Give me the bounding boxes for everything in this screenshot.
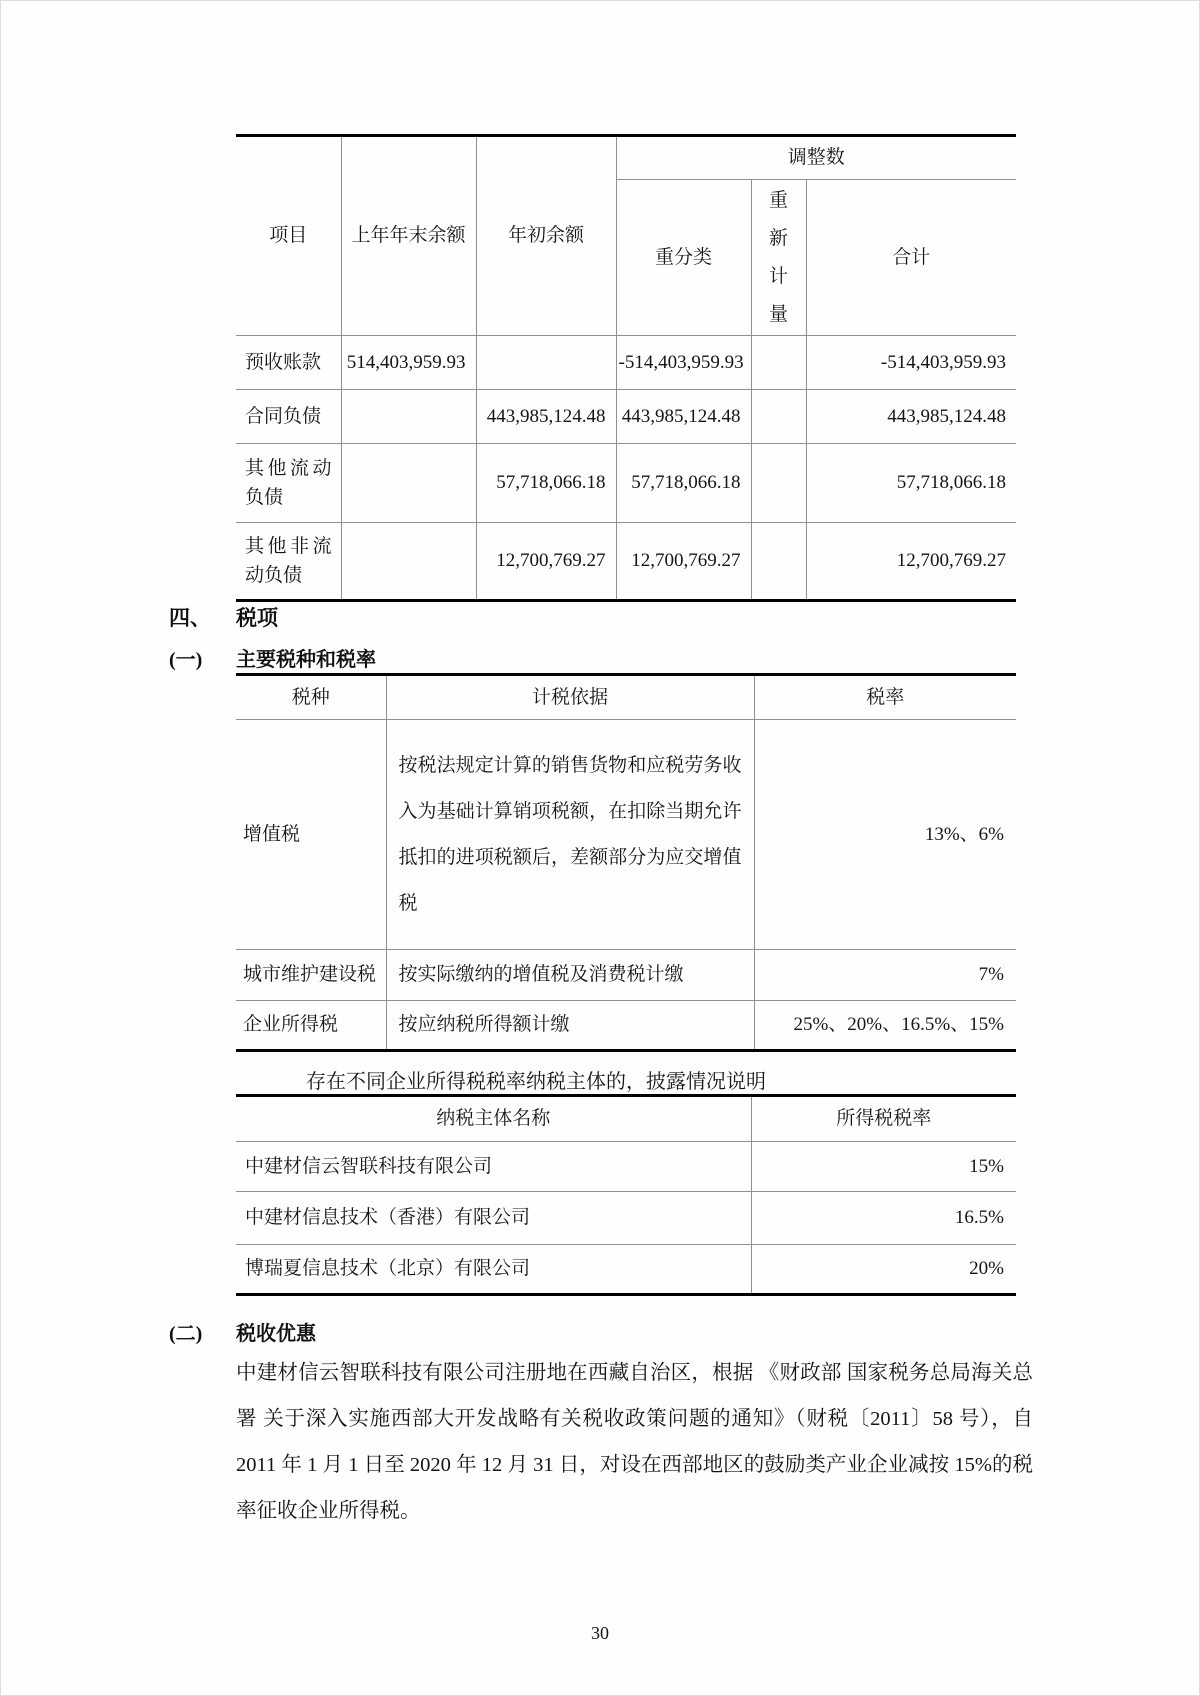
cell-total: 443,985,124.48 <box>806 390 1016 444</box>
cell-tax-type: 城市维护建设税 <box>236 950 386 1001</box>
cell-tax-rate: 7% <box>754 950 1016 1001</box>
cell-begin: 12,700,769.27 <box>476 523 616 601</box>
tax-types-table <box>236 673 1016 1052</box>
header-tax-basis: 计税依据 <box>386 675 754 720</box>
subsection-number: (一) <box>169 649 203 671</box>
cell-reclass: 12,700,769.27 <box>616 523 751 601</box>
header-tax-type: 税种 <box>291 686 330 708</box>
table-row <box>236 720 1016 950</box>
subsection-heading-tax-benefit <box>169 1317 316 1346</box>
table-row <box>236 1001 1016 1051</box>
cell-begin: 443,985,124.48 <box>476 390 616 444</box>
cell-tax-rate: 13%、6% <box>754 720 1016 950</box>
cell-entity-name: 中建材信云智联科技有限公司 <box>236 1142 751 1192</box>
cell-prior: 514,403,959.93 <box>341 336 476 390</box>
cell-reclass: 443,985,124.48 <box>616 390 751 444</box>
table-row <box>236 523 1016 601</box>
cell-tax-type: 企业所得税 <box>236 1001 386 1051</box>
cell-begin: 57,718,066.18 <box>476 444 616 523</box>
header-reclass: 重分类 <box>616 180 751 336</box>
cell-total: 12,700,769.27 <box>806 523 1016 601</box>
cell-remeasure <box>751 444 806 523</box>
cell-total: -514,403,959.93 <box>806 336 1016 390</box>
cell-prior <box>341 523 476 601</box>
cell-item: 其他流动负债 <box>236 444 341 523</box>
cell-tax-basis: 按税法规定计算的销售货物和应税劳务收入为基础计算销项税额，在扣除当期允许抵扣的进项税额后，差额部分为应交增值税 <box>386 720 754 950</box>
entity-rate-table <box>236 1094 1016 1296</box>
cell-remeasure <box>751 523 806 601</box>
subsection-number: (二) <box>169 1323 203 1345</box>
header-year-begin: 年初余额 <box>476 136 616 336</box>
subsection-heading-main-taxes <box>169 643 376 672</box>
subsection-title: 主要税种和税率 <box>236 649 376 671</box>
subsection-title: 税收优惠 <box>236 1323 316 1345</box>
table-row <box>236 444 1016 523</box>
section-number: 四、 <box>169 606 211 630</box>
header-tax-rate: 税率 <box>754 675 1016 720</box>
cell-reclass: -514,403,959.93 <box>616 336 751 390</box>
cell-entity-name: 中建材信息技术（香港）有限公司 <box>236 1192 751 1245</box>
entity-note: 存在不同企业所得税税率纳税主体的，披露情况说明 <box>306 1071 766 1093</box>
cell-entity-rate: 20% <box>751 1245 1016 1295</box>
adjustment-table <box>236 134 1016 602</box>
section-heading-taxes <box>169 602 278 632</box>
table-row <box>236 1245 1016 1295</box>
header-total: 合计 <box>806 180 1016 336</box>
table-row <box>236 336 1016 390</box>
cell-reclass: 57,718,066.18 <box>616 444 751 523</box>
cell-item: 合同负债 <box>236 390 341 444</box>
table-row <box>236 950 1016 1001</box>
section-title: 税项 <box>236 606 278 630</box>
cell-item: 预收账款 <box>236 336 341 390</box>
cell-remeasure <box>751 390 806 444</box>
cell-entity-rate: 15% <box>751 1142 1016 1192</box>
table-row <box>236 1142 1016 1192</box>
header-income-tax-rate: 所得税税率 <box>751 1096 1016 1142</box>
page-number: 30 <box>591 1623 609 1643</box>
cell-entity-rate: 16.5% <box>751 1192 1016 1245</box>
table-row <box>236 1192 1016 1245</box>
cell-remeasure <box>751 336 806 390</box>
header-entity-name: 纳税主体名称 <box>436 1108 551 1130</box>
cell-total: 57,718,066.18 <box>806 444 1016 523</box>
cell-begin <box>476 336 616 390</box>
cell-entity-name: 博瑞夏信息技术（北京）有限公司 <box>236 1245 751 1295</box>
cell-item: 其他非流动负债 <box>236 523 341 601</box>
cell-tax-basis: 按应纳税所得额计缴 <box>386 1001 754 1051</box>
header-prior-year-end: 上年年末余额 <box>341 136 476 336</box>
header-remeasure: 重新计量 <box>751 180 806 336</box>
cell-tax-rate: 25%、20%、16.5%、15% <box>754 1001 1016 1051</box>
cell-tax-basis: 按实际缴纳的增值税及消费税计缴 <box>386 950 754 1001</box>
tax-benefit-paragraph: 中建材信云智联科技有限公司注册地在西藏自治区，根据 《财政部 国家税务总局海关总署 关于深入实施西部大开发战略有关税收政策问题的通知》（财税〔2011〕58 号），自 2011 年 1 月 1 日至 2020 年 12 月 31 日，对设在西部地区的鼓励类产业企业减按 15%的税率征收企业所得税。 <box>236 1362 1033 1522</box>
header-item: 项目 <box>269 225 308 247</box>
table-row <box>236 390 1016 444</box>
header-adjustments: 调整数 <box>616 136 1016 180</box>
cell-prior <box>341 444 476 523</box>
cell-tax-type: 增值税 <box>236 720 386 950</box>
cell-prior <box>341 390 476 444</box>
